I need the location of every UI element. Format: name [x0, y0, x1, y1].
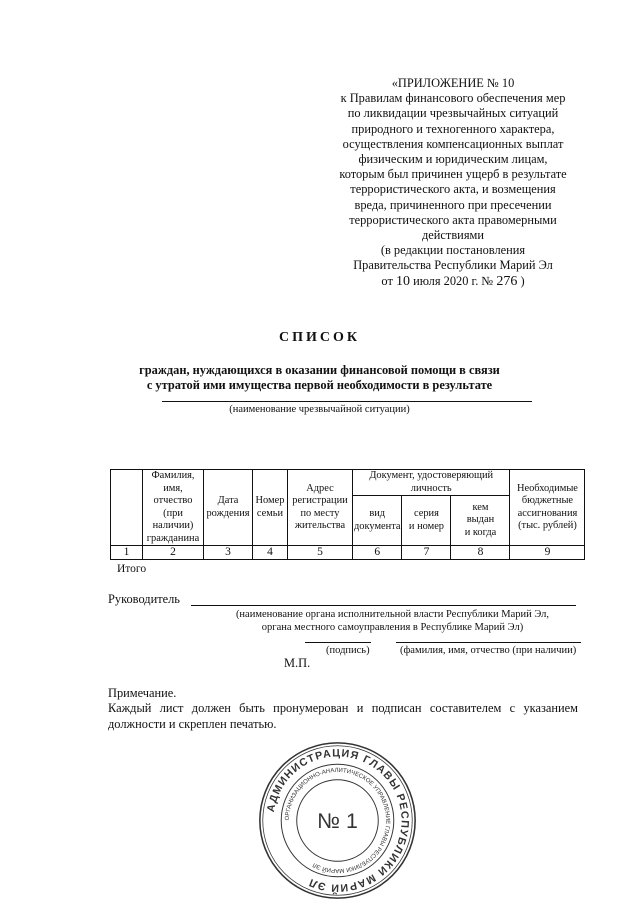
column-number: 3 — [204, 546, 253, 560]
header-text: документа — [354, 520, 401, 532]
stamp-number: № 1 — [317, 809, 358, 834]
header-text: отчество — [153, 495, 193, 506]
annex-date-rest: июля 2020 г. № — [413, 273, 494, 288]
note-title: Примечание. — [108, 686, 177, 700]
annex-line: «ПРИЛОЖЕНИЕ № 10 — [391, 76, 515, 90]
citizens-table — [110, 469, 585, 560]
column-number: 9 — [510, 546, 585, 560]
column-number: 4 — [253, 546, 288, 560]
header-text: ассигнования — [517, 507, 578, 519]
header-text: Дата — [217, 495, 239, 506]
name-caption: (фамилия, имя, отчество (при наличии) — [400, 645, 577, 656]
header-text: и номер — [408, 520, 445, 532]
header-doc-series — [402, 496, 451, 546]
annex-line: террористического акта, и возмещения — [350, 182, 556, 197]
stamp-inner-text: ОРГАНИЗАЦИОННО-АНАЛИТИЧЕСКОЕ УПРАВЛЕНИЕ ГЛАВЫ РЕСПУБЛИКИ МАРИЙ ЭЛ — [284, 767, 391, 874]
annex-line: террористического акта правомерными — [349, 212, 557, 227]
header-text: регистрации — [292, 495, 348, 506]
annex-close: ) — [520, 273, 525, 288]
annex-line: по ликвидации чрезвычайных ситуаций — [347, 106, 559, 121]
org-caption-line: (наименование органа исполнительной власти Республики Марий Эл, — [235, 609, 550, 620]
header-text: жительства — [294, 520, 346, 531]
annex-doc-number: 276 — [496, 273, 518, 289]
header-text: Необходимые — [517, 482, 578, 494]
page-subtitle — [0, 363, 639, 393]
column-number: 1 — [111, 546, 143, 560]
header-index — [111, 470, 143, 546]
header-text: и когда — [464, 526, 497, 538]
header-text: серия — [414, 508, 439, 519]
annex-header — [318, 76, 588, 289]
annex-date-prefix: от — [381, 273, 393, 288]
header-text: имя, — [163, 482, 183, 494]
annex-line: Правительства Республики Марий Эл — [353, 258, 553, 273]
annex-line: вреда, причиненного при пресечении — [354, 197, 552, 212]
stamp-outer-text: АДМИНИСТРАЦИЯ ГЛАВЫ РЕСПУБЛИКИ МАРИЙ ЭЛ — [264, 747, 411, 894]
head-label: Руководитель — [108, 592, 180, 606]
seal-place-label: М.П. — [284, 656, 311, 670]
header-address — [288, 470, 353, 546]
header-text: рождения — [206, 507, 250, 519]
signature-line — [305, 642, 371, 643]
header-document — [353, 470, 510, 496]
page-title: СПИСОК — [278, 330, 361, 345]
annex-line: действиями — [421, 228, 484, 243]
header-text: (тыс. рублей) — [518, 520, 577, 531]
header-text: по месту — [300, 507, 340, 519]
header-text: выдан — [466, 514, 495, 526]
annex-date-line — [318, 274, 588, 289]
header-text: гражданина — [146, 532, 200, 544]
header-birth — [204, 470, 253, 546]
header-family — [253, 470, 288, 546]
header-text: Номер — [255, 495, 285, 506]
org-caption — [205, 608, 580, 634]
header-text: семьи — [256, 507, 284, 519]
header-fio — [143, 470, 204, 546]
official-stamp — [255, 738, 420, 903]
org-caption-line: органа местного самоуправления в Республике Марий Эл) — [261, 622, 524, 633]
header-text: Фамилия, — [151, 470, 195, 481]
header-text: (при — [163, 507, 183, 519]
column-number: 6 — [353, 546, 402, 560]
annex-line: которым был причинен ущерб в результате — [339, 167, 567, 182]
annex-line: физическим и юридическим лицам, — [358, 152, 548, 167]
emergency-caption: (наименование чрезвычайной ситуации) — [229, 404, 410, 415]
signature-caption: (подпись) — [326, 645, 370, 656]
annex-line: осуществления компенсационных выплат — [342, 136, 564, 151]
name-line — [396, 642, 581, 643]
header-text: наличии) — [152, 520, 194, 531]
column-number: 2 — [143, 546, 204, 560]
subtitle-line: с утратой ими имущества первой необходимости в результате — [146, 378, 493, 392]
header-doc-issued — [451, 496, 510, 546]
total-label: Итого — [117, 563, 147, 575]
head-signature-line — [191, 605, 576, 606]
column-number: 7 — [402, 546, 451, 560]
header-text: Адрес — [306, 482, 334, 494]
header-text: вид — [369, 508, 386, 519]
header-text: Документ, удостоверяющий личность — [369, 470, 494, 494]
header-text: бюджетные — [521, 495, 574, 506]
annex-date-day: 10 — [395, 273, 410, 289]
column-number: 5 — [288, 546, 353, 560]
header-text: кем — [472, 501, 489, 513]
annex-line: к Правилам финансового обеспечения мер — [340, 91, 566, 106]
note-text: Каждый лист должен быть пронумерован и подписан составителем с указанием должности и скреплен печатью. — [108, 701, 578, 731]
subtitle-line: граждан, нуждающихся в оказании финансовой помощи в связи — [139, 363, 500, 377]
annex-line: (в редакции постановления — [380, 243, 526, 258]
column-number: 8 — [451, 546, 510, 560]
header-doc-type — [353, 496, 402, 546]
emergency-name-line — [162, 401, 532, 402]
annex-line: природного и техногенного характера, — [351, 121, 555, 136]
header-funds — [510, 470, 585, 546]
